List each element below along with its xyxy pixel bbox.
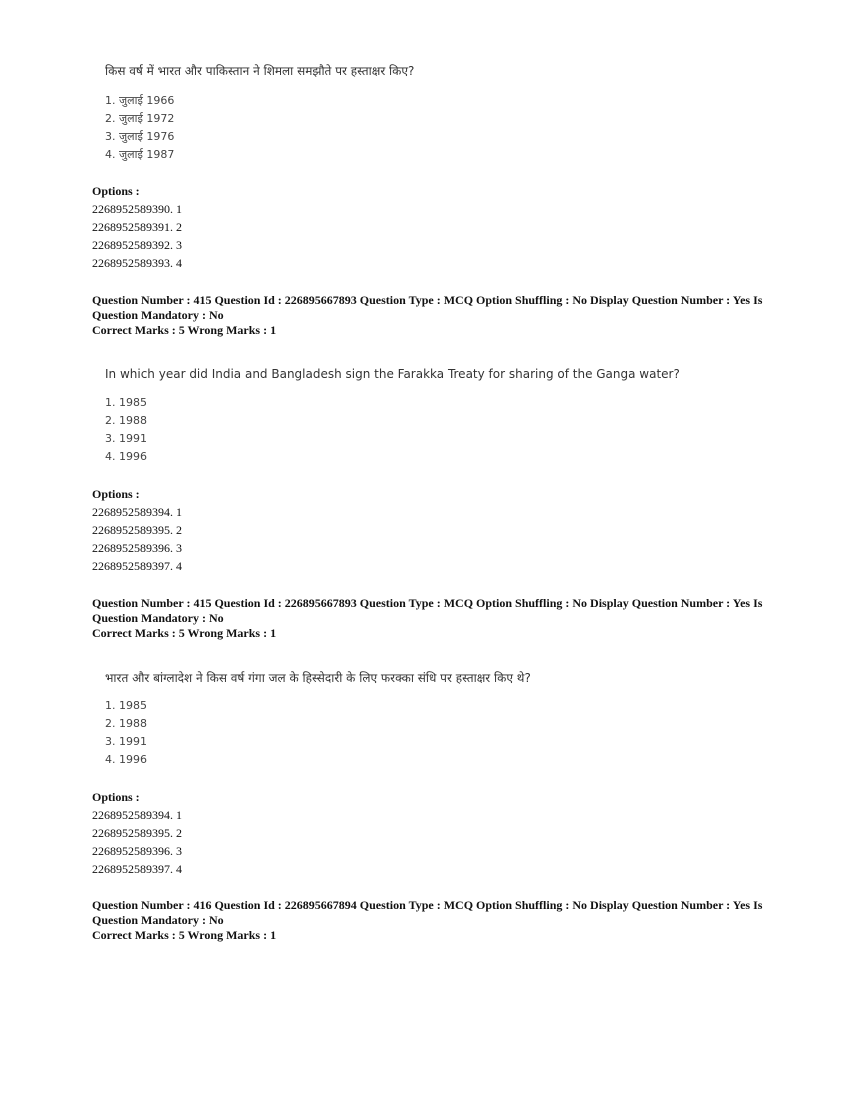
option-id: 2268952589390. 1 [92, 202, 182, 216]
answer-choice: 3. जुलाई 1976 [105, 130, 175, 143]
option-id: 2268952589392. 3 [92, 238, 182, 252]
marks-info: Correct Marks : 5 Wrong Marks : 1 [92, 323, 277, 337]
question-meta-line: Question Number : 416 Question Id : 226895667894 Question Type : MCQ Option Shuffling : No Display Question Number : Yes Is [92, 898, 763, 912]
marks-info: Correct Marks : 5 Wrong Marks : 1 [92, 928, 277, 942]
option-id: 2268952589393. 4 [92, 256, 182, 270]
options-label: Options : [92, 790, 140, 804]
question-mandatory: Question Mandatory : No [92, 913, 224, 927]
question-text: भारत और बांग्लादेश ने किस वर्ष गंगा जल के हिस्सेदारी के लिए फरक्का संधि पर हस्ताक्षर किए थे? [105, 671, 531, 685]
question-meta [92, 898, 772, 943]
question-meta [92, 293, 772, 338]
option-id: 2268952589396. 3 [92, 541, 182, 555]
option-id: 2268952589394. 1 [92, 505, 182, 519]
answer-choice: 3. 1991 [105, 432, 147, 445]
option-id: 2268952589395. 2 [92, 826, 182, 840]
question-text: किस वर्ष में भारत और पाकिस्तान ने शिमला समझौते पर हस्ताक्षर किए? [105, 64, 415, 78]
options-list [92, 200, 182, 272]
options-list [92, 503, 182, 575]
question-meta-line: Question Number : 415 Question Id : 226895667893 Question Type : MCQ Option Shuffling : No Display Question Number : Yes Is [92, 596, 763, 610]
options-label: Options : [92, 487, 140, 501]
answer-choices [105, 697, 147, 769]
question-meta-line: Question Number : 415 Question Id : 226895667893 Question Type : MCQ Option Shuffling : No Display Question Number : Yes Is [92, 293, 763, 307]
option-id: 2268952589396. 3 [92, 844, 182, 858]
answer-choice: 4. 1996 [105, 450, 147, 463]
answer-choice: 2. 1988 [105, 717, 147, 730]
options-list [92, 806, 182, 878]
question-meta [92, 596, 772, 641]
answer-choice: 3. 1991 [105, 735, 147, 748]
answer-choice: 1. 1985 [105, 699, 147, 712]
answer-choices [105, 92, 174, 164]
answer-choice: 4. जुलाई 1987 [105, 148, 175, 161]
question-mandatory: Question Mandatory : No [92, 308, 224, 322]
option-id: 2268952589395. 2 [92, 523, 182, 537]
answer-choice: 4. 1996 [105, 753, 147, 766]
option-id: 2268952589397. 4 [92, 862, 182, 876]
answer-choice: 1. जुलाई 1966 [105, 94, 175, 107]
option-id: 2268952589391. 2 [92, 220, 182, 234]
answer-choice: 2. 1988 [105, 414, 147, 427]
question-mandatory: Question Mandatory : No [92, 611, 224, 625]
option-id: 2268952589397. 4 [92, 559, 182, 573]
option-id: 2268952589394. 1 [92, 808, 182, 822]
question-text: In which year did India and Bangladesh sign the Farakka Treaty for sharing of the Ganga water? [105, 367, 680, 381]
answer-choice: 2. जुलाई 1972 [105, 112, 175, 125]
answer-choices [105, 394, 147, 466]
answer-choice: 1. 1985 [105, 396, 147, 409]
options-label: Options : [92, 184, 140, 198]
marks-info: Correct Marks : 5 Wrong Marks : 1 [92, 626, 277, 640]
